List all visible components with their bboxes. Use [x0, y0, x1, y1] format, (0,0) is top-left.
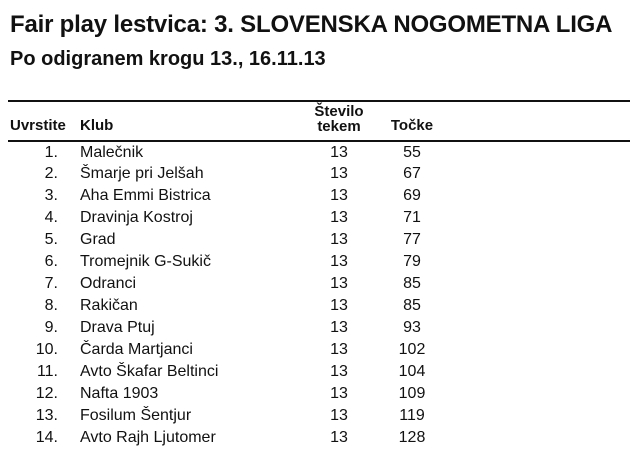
club-cell: Čarda Martjanci [80, 341, 193, 358]
points-cell: 69 [403, 187, 421, 204]
table-body [8, 141, 630, 449]
matches-cell: 13 [330, 187, 348, 204]
rank-cell: 10. [35, 341, 58, 358]
column-header-matches [300, 101, 378, 141]
table-row [8, 229, 630, 251]
table-row [8, 273, 630, 295]
matches-cell: 13 [330, 297, 348, 314]
club-cell: Malečnik [80, 143, 144, 161]
club-cell: Avto Rajh Ljutomer [80, 429, 216, 446]
filler-cell [446, 383, 630, 405]
table-row [8, 383, 630, 405]
points-cell: 67 [403, 165, 421, 182]
filler-cell [446, 405, 630, 427]
matches-cell: 13 [330, 143, 348, 161]
rank-cell: 11. [36, 363, 58, 380]
filler-cell [446, 185, 630, 207]
table-row [8, 405, 630, 427]
club-cell: Fosilum Šentjur [80, 407, 192, 424]
points-cell: 93 [403, 319, 421, 336]
rank-cell: 3. [44, 187, 58, 204]
filler-cell [446, 229, 630, 251]
column-header-matches-line1: Število [314, 103, 364, 120]
points-cell: 128 [398, 429, 426, 446]
filler-cell [446, 317, 630, 339]
filler-cell [446, 427, 630, 449]
matches-cell: 13 [330, 385, 348, 402]
club-cell: Tromejnik G-Sukič [80, 253, 211, 270]
matches-cell: 13 [330, 165, 348, 182]
club-cell: Drava Ptuj [80, 319, 155, 336]
table-row [8, 185, 630, 207]
rank-cell: 13. [35, 407, 58, 424]
club-cell: Grad [80, 231, 116, 248]
rank-cell: 12. [35, 385, 58, 402]
header-row [8, 101, 630, 141]
table-row [8, 207, 630, 229]
filler-cell [446, 207, 630, 229]
points-cell: 79 [403, 253, 421, 270]
table-row [8, 339, 630, 361]
rank-cell: 6. [44, 253, 58, 270]
rank-cell: 9. [44, 319, 58, 336]
table-row [8, 427, 630, 449]
filler-cell [446, 361, 630, 383]
table-row [8, 163, 630, 185]
matches-cell: 13 [330, 407, 348, 424]
points-cell: 104 [398, 363, 426, 380]
matches-cell: 13 [330, 231, 348, 248]
points-cell: 85 [403, 297, 421, 314]
page-subtitle: Po odigranem krogu 13., 16.11.13 [10, 48, 326, 70]
rank-cell: 8. [44, 297, 58, 314]
matches-cell: 13 [330, 275, 348, 292]
matches-cell: 13 [330, 319, 348, 336]
club-cell: Odranci [80, 275, 137, 292]
column-header-rank: Uvrstite [8, 101, 68, 141]
points-cell: 109 [398, 385, 426, 402]
rank-cell: 1. [44, 143, 58, 161]
points-cell: 85 [403, 275, 421, 292]
matches-cell: 13 [330, 363, 348, 380]
points-cell: 55 [403, 143, 421, 161]
matches-cell: 13 [330, 253, 348, 270]
rank-cell: 5. [44, 231, 58, 248]
rank-cell: 4. [44, 209, 58, 226]
club-cell: Nafta 1903 [80, 385, 159, 402]
rank-cell: 7. [44, 275, 58, 292]
club-cell: Rakičan [80, 297, 138, 314]
column-header-points: Točke [378, 101, 446, 141]
filler-cell [446, 141, 630, 163]
column-header-matches-line2: tekem [317, 118, 361, 135]
club-cell: Šmarje pri Jelšah [80, 165, 204, 182]
column-header-filler [446, 101, 630, 141]
filler-cell [446, 163, 630, 185]
matches-cell: 13 [330, 209, 348, 226]
table-header [8, 101, 630, 141]
column-header-club: Klub [68, 101, 300, 141]
points-cell: 119 [399, 407, 425, 424]
table-row [8, 361, 630, 383]
filler-cell [446, 339, 630, 361]
filler-cell [446, 251, 630, 273]
filler-cell [446, 273, 630, 295]
matches-cell: 13 [330, 429, 348, 446]
table-row [8, 295, 630, 317]
club-cell: Avto Škafar Beltinci [80, 363, 219, 380]
club-cell: Dravinja Kostroj [80, 209, 193, 226]
club-cell: Aha Emmi Bistrica [80, 187, 211, 204]
fairplay-table [8, 100, 630, 449]
table-row [8, 251, 630, 273]
matches-cell: 13 [330, 341, 348, 358]
points-cell: 71 [403, 209, 421, 226]
points-cell: 102 [398, 341, 426, 358]
points-cell: 77 [403, 231, 421, 248]
rank-cell: 2. [44, 165, 58, 182]
table-row [8, 141, 630, 163]
page-title: Fair play lestvica: 3. SLOVENSKA NOGOMETNA LIGA [10, 11, 613, 38]
rank-cell: 14. [35, 429, 58, 446]
filler-cell [446, 295, 630, 317]
table-row [8, 317, 630, 339]
